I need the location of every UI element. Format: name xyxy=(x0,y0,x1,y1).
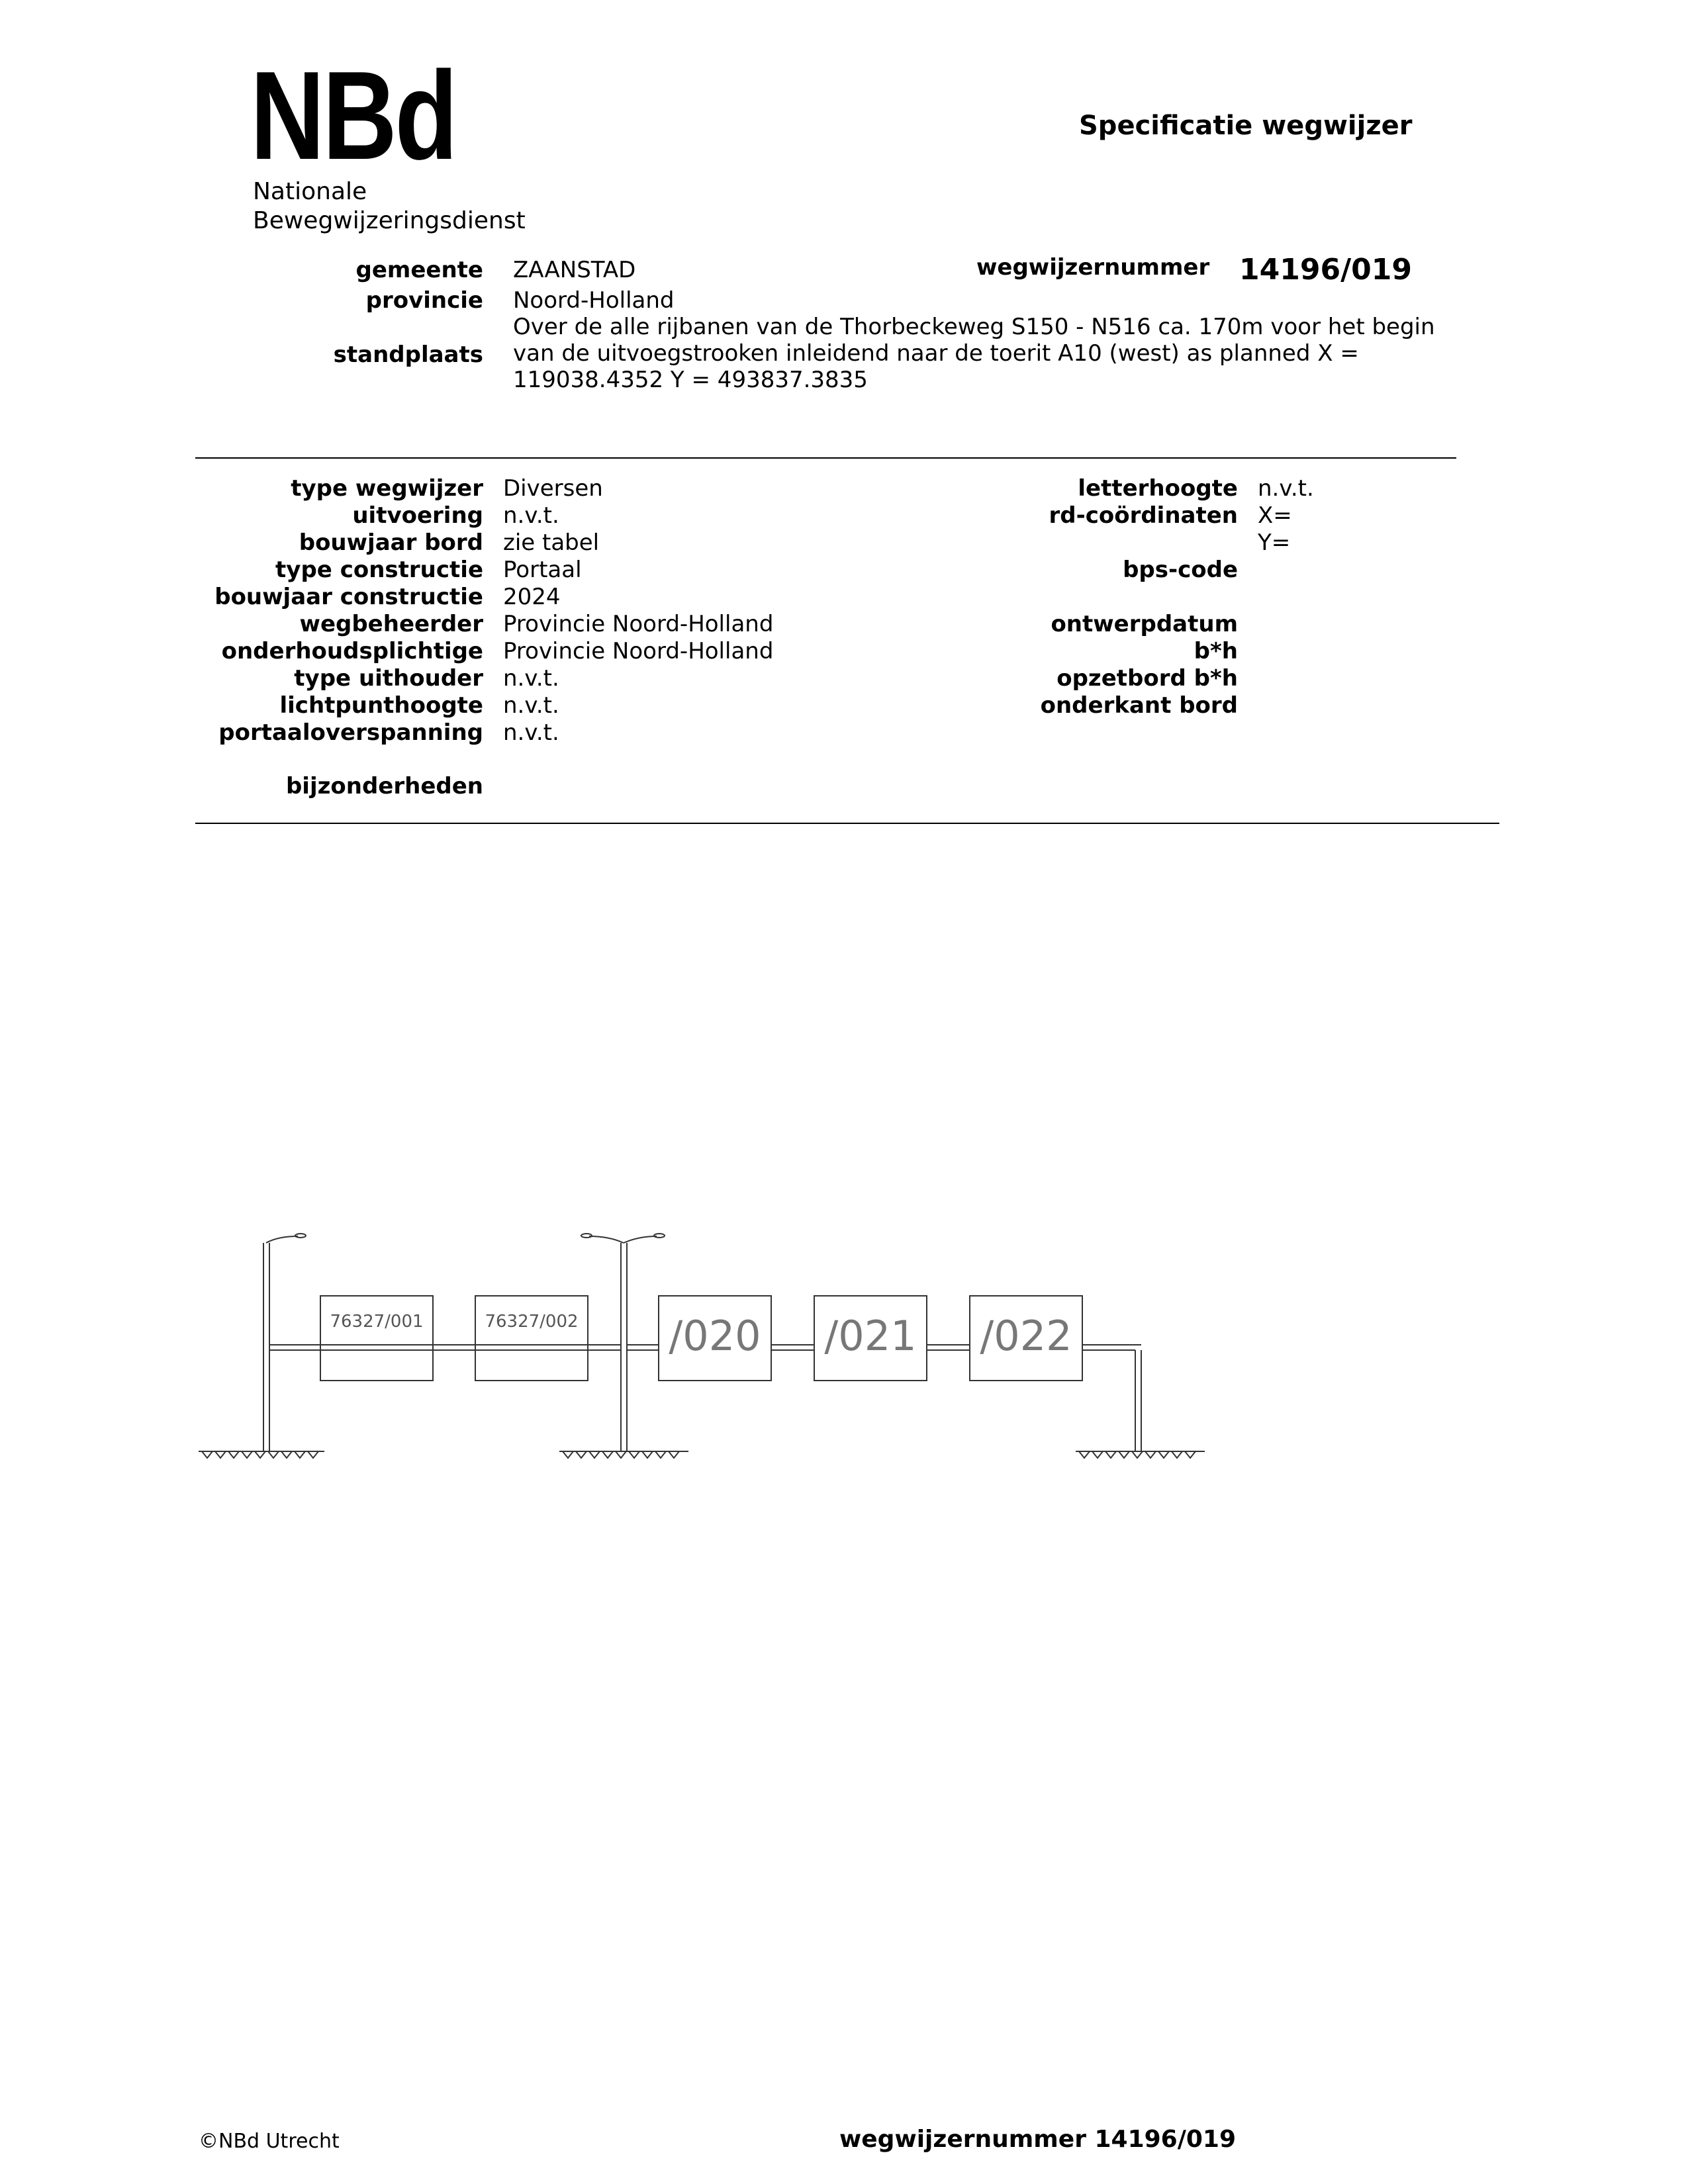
detail-label: ontwerpdatum xyxy=(1051,611,1238,637)
detail-label: type constructie xyxy=(275,557,483,583)
detail-label: b*h xyxy=(1194,638,1238,664)
wegwijzernummer-value: 14196/019 xyxy=(1239,253,1412,287)
detail-value: zie tabel xyxy=(503,529,600,556)
detail-label: onderkant bord xyxy=(1040,692,1238,719)
wegwijzernummer-label: wegwijzernummer xyxy=(976,254,1210,281)
standplaats-line-2: van de uitvoegstrooken inleidend naar de toerit A10 (west) as planned X = xyxy=(513,340,1359,367)
detail-label: onderhoudsplichtige xyxy=(221,638,483,664)
detail-label: bps-code xyxy=(1123,557,1238,583)
sign-label: /022 xyxy=(980,1312,1072,1360)
detail-label: wegbeheerder xyxy=(299,611,483,637)
ground-right xyxy=(1076,1451,1205,1458)
ground-middle xyxy=(559,1451,688,1458)
gemeente-label: gemeente xyxy=(355,257,483,283)
detail-label: bouwjaar constructie xyxy=(214,584,483,610)
detail-label: bouwjaar bord xyxy=(299,529,483,556)
provincie-value: Noord-Holland xyxy=(513,287,675,314)
detail-label: letterhoogte xyxy=(1078,475,1238,502)
document-title: Specificatie wegwijzer xyxy=(1079,111,1413,141)
provincie-label: provincie xyxy=(365,287,483,314)
detail-label: type uithouder xyxy=(294,665,483,692)
detail-value: 2024 xyxy=(503,584,561,610)
sign-label: 76327/002 xyxy=(485,1312,579,1332)
post-right xyxy=(1135,1350,1141,1451)
sign-label: 76327/001 xyxy=(330,1312,424,1332)
footer-wegwijzernummer: wegwijzernummer 14196/019 xyxy=(839,2126,1237,2153)
standplaats-label: standplaats xyxy=(333,341,483,368)
detail-value: Portaal xyxy=(503,557,582,583)
detail-label: portaaloverspanning xyxy=(218,719,483,746)
detail-value: n.v.t. xyxy=(1258,475,1314,502)
sign-label: /020 xyxy=(669,1312,761,1360)
logo-line-1: Nationale xyxy=(253,178,367,205)
standplaats-line-3: 119038.4352 Y = 493837.3835 xyxy=(513,367,868,393)
sign-panel xyxy=(475,1296,588,1381)
gemeente-value: ZAANSTAD xyxy=(513,257,636,283)
detail-value: Diversen xyxy=(503,475,603,502)
detail-value: Y= xyxy=(1258,529,1291,556)
logo-line-2: Bewegwijzeringsdienst xyxy=(253,207,526,234)
detail-value: n.v.t. xyxy=(503,719,559,746)
nbd-logo: NBd xyxy=(250,46,456,186)
detail-label: rd-coördinaten xyxy=(1049,502,1238,529)
sign-label: /021 xyxy=(824,1312,917,1360)
detail-label: opzetbord b*h xyxy=(1056,665,1238,692)
detail-value: n.v.t. xyxy=(503,665,559,692)
detail-value: Provincie Noord-Holland xyxy=(503,638,774,664)
detail-value: n.v.t. xyxy=(503,692,559,719)
detail-label: uitvoering xyxy=(352,502,483,529)
ground-left xyxy=(199,1451,324,1458)
detail-value: X= xyxy=(1258,502,1292,529)
bijzonderheden-label: bijzonderheden xyxy=(285,773,483,799)
sign-panel xyxy=(320,1296,433,1381)
post-left xyxy=(263,1234,306,1451)
footer-copyright: ©NBd Utrecht xyxy=(199,2130,340,2153)
detail-value: Provincie Noord-Holland xyxy=(503,611,774,637)
detail-label: type wegwijzer xyxy=(291,475,483,502)
standplaats-line-1: Over de alle rijbanen van de Thorbeckeweg S150 - N516 ca. 170m voor het begin xyxy=(513,314,1435,340)
detail-value: n.v.t. xyxy=(503,502,559,529)
detail-label: lichtpunthoogte xyxy=(279,692,483,719)
post-middle xyxy=(581,1234,665,1451)
